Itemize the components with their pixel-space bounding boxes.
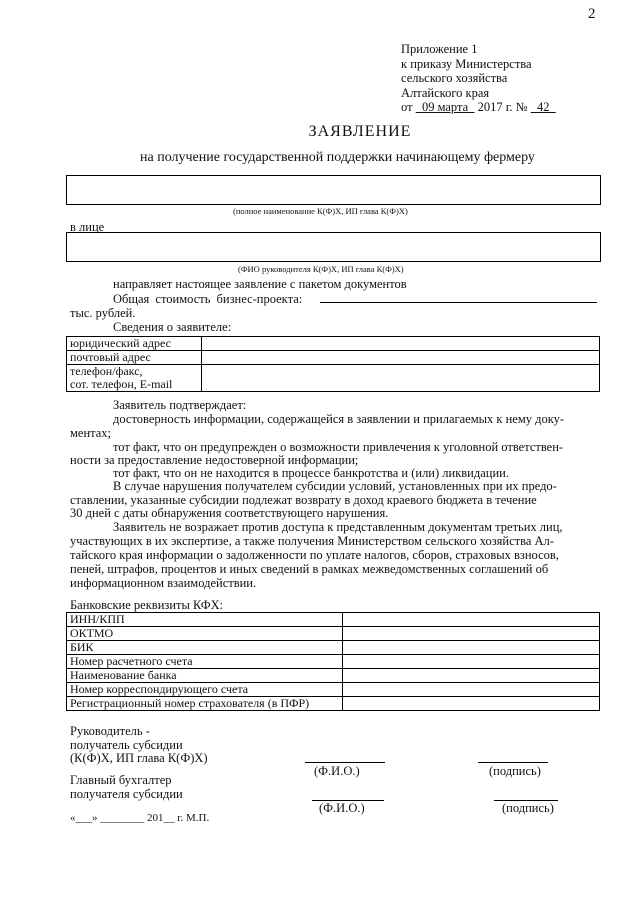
appendix-block: [401, 42, 556, 115]
head-name-caption: (ФИО руководителя К(Ф)Х, ИП глава К(Ф)Х): [238, 264, 404, 274]
bank-label: ИНН/КПП: [67, 613, 343, 627]
appendix-line: сельского хозяйства: [401, 71, 508, 85]
head-fio-caption: (Ф.И.О.): [314, 764, 360, 778]
table-row: [67, 613, 600, 627]
paragraph-line: участвующих в их экспертизе, а также получения Министерством сельского хозяйства Ал-: [70, 534, 554, 548]
appendix-line: Приложение 1: [401, 42, 478, 56]
table-row: [67, 351, 600, 365]
confirms-label: Заявитель подтверждает:: [113, 398, 247, 412]
applicant-label: почтовый адрес: [67, 351, 202, 365]
accountant-signature-label: Главный бухгалтер получателя субсидии: [70, 773, 183, 801]
date-prefix: от: [401, 100, 413, 114]
accountant-sign-line[interactable]: [494, 790, 558, 801]
head-fio-line[interactable]: [305, 752, 385, 763]
table-row: [67, 697, 600, 711]
paragraph-line: достоверность информации, содержащейся в заявлении и прилагаемых к нему доку-: [113, 412, 565, 426]
cost-input-line[interactable]: [320, 290, 597, 303]
date-stamp-line: «___» ________ 201__ г. М.П.: [70, 812, 210, 824]
accountant-sign-caption: (подпись): [502, 801, 554, 815]
date-value: 09 марта: [421, 100, 469, 114]
full-name-caption: (полное наименование К(Ф)Х, ИП глава К(Ф)Х): [233, 206, 408, 216]
paragraph-line: тот факт, что он предупрежден о возможности привлечения к уголовной ответствен-: [113, 440, 564, 454]
table-row: [67, 627, 600, 641]
paragraph-line: ставлении, указанные субсидии подлежат возврату в доход краевого бюджета в течение: [70, 493, 537, 507]
pfr-number-field[interactable]: [343, 697, 600, 711]
head-sign-caption: (подпись): [489, 764, 541, 778]
page-number: 2: [588, 6, 596, 22]
paragraph-line: ментах;: [70, 426, 112, 440]
appendix-line: Алтайского края: [401, 85, 490, 100]
appendix-date-line: [401, 100, 556, 115]
paragraph-line: информационном взаимодействии.: [70, 576, 257, 590]
table-row: [67, 337, 600, 351]
table-row: [67, 655, 600, 669]
paragraph-line: тайского края информации о задолженности по уплате налогов, сборов, страховых взносов,: [70, 548, 559, 562]
paragraph-line: 30 дней с даты обнаружения соответствующего нарушения.: [70, 506, 389, 520]
postal-address-field[interactable]: [202, 351, 600, 365]
account-number-field[interactable]: [343, 655, 600, 669]
bank-label: Номер расчетного счета: [67, 655, 343, 669]
applicant-label: юридический адрес: [67, 337, 202, 351]
appendix-line: к приказу Министерства: [401, 56, 532, 71]
head-name-field[interactable]: [66, 232, 601, 262]
applicant-label: телефон/факс, сот. телефон, E-mail: [67, 365, 202, 392]
accountant-fio-line[interactable]: [312, 790, 384, 801]
bank-name-field[interactable]: [343, 669, 600, 683]
oktmo-field[interactable]: [343, 627, 600, 641]
applicant-table: [66, 336, 600, 392]
bank-label: Номер корреспондирующего счета: [67, 683, 343, 697]
bank-label: Регистрационный номер страхователя (в ПФР): [67, 697, 343, 711]
table-row: [67, 683, 600, 697]
paragraph-line: В случае нарушения получателем субсидии условий, установленных при их предо-: [113, 479, 557, 493]
table-row: [67, 365, 600, 392]
contacts-field[interactable]: [202, 365, 600, 392]
sends-text: направляет настоящее заявление с пакетом документов: [113, 277, 407, 291]
legal-address-field[interactable]: [202, 337, 600, 351]
inn-kpp-field[interactable]: [343, 613, 600, 627]
document-title: ЗАЯВЛЕНИЕ: [308, 123, 412, 140]
in-person-label: в лице: [70, 220, 105, 234]
head-signature-label: Руководитель - получатель субсидии (К(Ф)Х, ИП глава К(Ф)Х): [70, 724, 208, 765]
paragraph-line: ности за предоставление недостоверной информации;: [70, 453, 359, 467]
year-text: 2017 г. №: [477, 100, 528, 114]
paragraph-line: тот факт, что он не находится в процессе банкротства и (или) ликвидации.: [113, 466, 509, 480]
corr-account-field[interactable]: [343, 683, 600, 697]
cost-label: Общая стоимость бизнес-проекта:: [113, 292, 303, 306]
document-subtitle: на получение государственной поддержки начинающему фермеру: [140, 150, 535, 165]
paragraph-line: пеней, штрафов, процентов и иных сведений в рамках межведомственных соглашений об: [70, 562, 549, 576]
applicant-info-label: Сведения о заявителе:: [113, 320, 232, 334]
order-number: 42: [536, 100, 550, 114]
table-row: [67, 641, 600, 655]
cost-unit: тыс. рублей.: [70, 306, 136, 320]
table-row: [67, 669, 600, 683]
head-sign-line[interactable]: [478, 752, 548, 763]
full-name-field[interactable]: [66, 175, 601, 205]
bank-label: ОКТМО: [67, 627, 343, 641]
accountant-fio-caption: (Ф.И.О.): [319, 801, 365, 815]
bank-label: БИК: [67, 641, 343, 655]
bank-table: [66, 612, 600, 711]
bank-label: Наименование банка: [67, 669, 343, 683]
bank-details-label: Банковские реквизиты КФХ:: [70, 598, 224, 612]
bik-field[interactable]: [343, 641, 600, 655]
paragraph-line: Заявитель не возражает против доступа к представленным документам третьих лиц,: [113, 520, 563, 534]
